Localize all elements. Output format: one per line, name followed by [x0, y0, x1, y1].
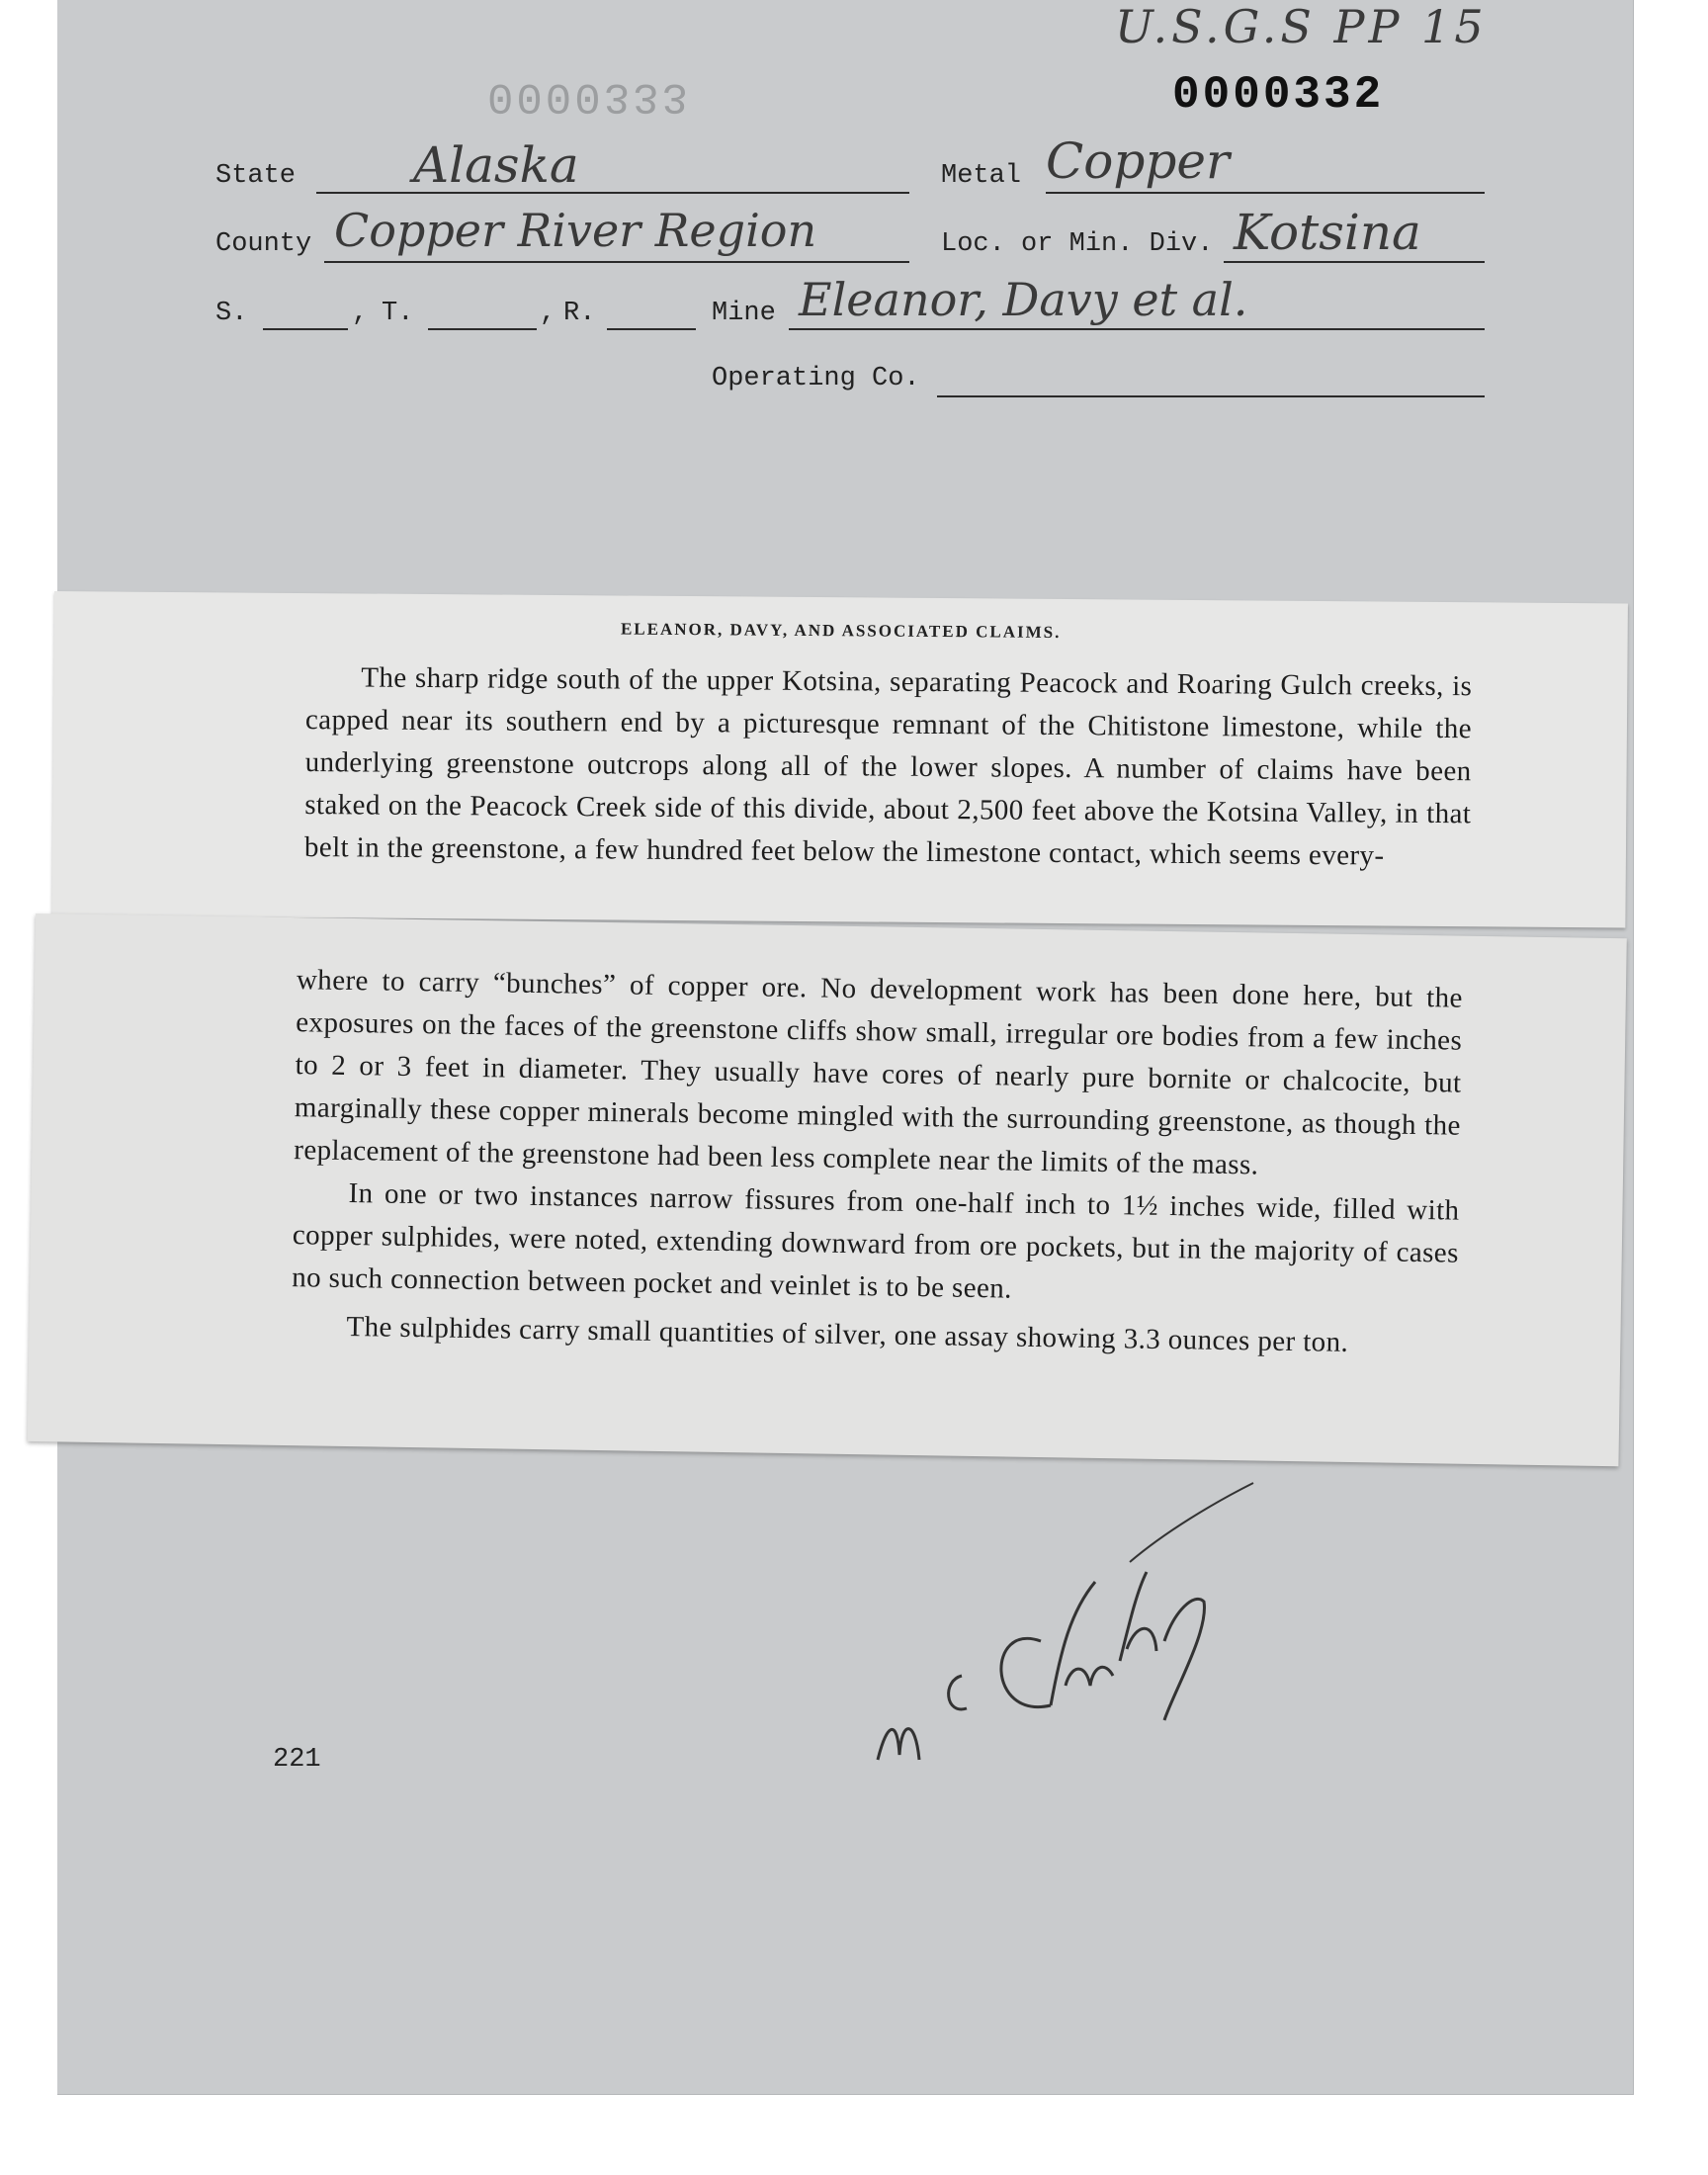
clipping-heading: ELEANOR, DAVY, AND ASSOCIATED CLAIMS.	[620, 619, 1062, 642]
clipping-lower-strip	[28, 914, 1627, 1466]
metal-underline	[1046, 192, 1485, 194]
clipping-paragraphs	[291, 959, 1463, 1365]
page-number: 221	[273, 1745, 321, 1775]
township-label: T.	[382, 299, 414, 328]
reference-annotation: U.S.G.S PP 15	[1115, 0, 1488, 53]
separator-comma: ,	[540, 299, 556, 328]
clipping-paragraph	[304, 656, 1473, 878]
signature	[868, 1473, 1283, 1789]
clipping-paragraph-3: The sulphides carry small quantities of silver, one assay showing 3.3 ounces per ton.	[346, 1310, 1349, 1358]
loc-underline	[1224, 261, 1485, 263]
state-value: Alaska	[413, 136, 579, 194]
clipping-paragraph-1-continued: where to carry “bunches” of copper ore. No development work has been done here, but the exposures on the faces of the greenstone cliffs show small, irregular ore bodies from a few inches to 2 or 3 feet in diameter. They usually have cores of nearly pure bornite or chalcocite, but marginally these copper minerals become mingled with the surrounding greenstone, as though the replacement of the greenstone had been less complete near the limits of the mass.	[294, 964, 1464, 1181]
operating-underline	[937, 395, 1485, 397]
township-underline	[428, 328, 537, 330]
metal-label: Metal	[941, 161, 1022, 191]
county-value: Copper River Region	[334, 204, 817, 257]
clipping-paragraph-1: The sharp ridge south of the upper Kotsina, separating Peacock and Roaring Gulch creeks, is capped near its southern end by a picturesque remnant of the Chitistone limestone, while the underlying greenstone outcrops along all of the lower slopes. A number of claims have been staked on the Peacock Creek side of this divide, about 2,500 feet above the Kotsina Valley, in that belt in the greenstone, a few hundred feet below the limestone contact, which seems every-	[303, 661, 1473, 872]
state-label: State	[215, 161, 297, 191]
loc-value: Kotsina	[1234, 204, 1421, 261]
county-underline	[324, 261, 909, 263]
range-underline	[607, 328, 696, 330]
mine-value: Eleanor, Davy et al.	[799, 273, 1248, 326]
mine-underline	[789, 328, 1485, 330]
mine-label: Mine	[712, 299, 776, 328]
metal-value: Copper	[1046, 132, 1230, 190]
operating-label: Operating Co.	[712, 364, 920, 393]
section-label: S.	[215, 299, 248, 328]
separator-comma: ,	[352, 299, 369, 328]
state-underline	[316, 192, 909, 194]
clipping-upper-strip	[51, 591, 1628, 927]
stamp-number: 0000332	[1172, 69, 1385, 121]
loc-label: Loc. or Min. Div.	[941, 229, 1214, 259]
range-label: R.	[563, 299, 596, 328]
county-label: County	[215, 229, 312, 259]
section-underline	[263, 328, 348, 330]
faint-stamp-number: 0000333	[487, 71, 691, 121]
clipping-paragraph-2: In one or two instances narrow fissures from one-half inch to 1½ inches wide, filled with copper sulphides, were noted, extending downward from ore pockets, but in the majority of cases no such connection between pocket and veinlet is to be seen.	[291, 1177, 1460, 1305]
